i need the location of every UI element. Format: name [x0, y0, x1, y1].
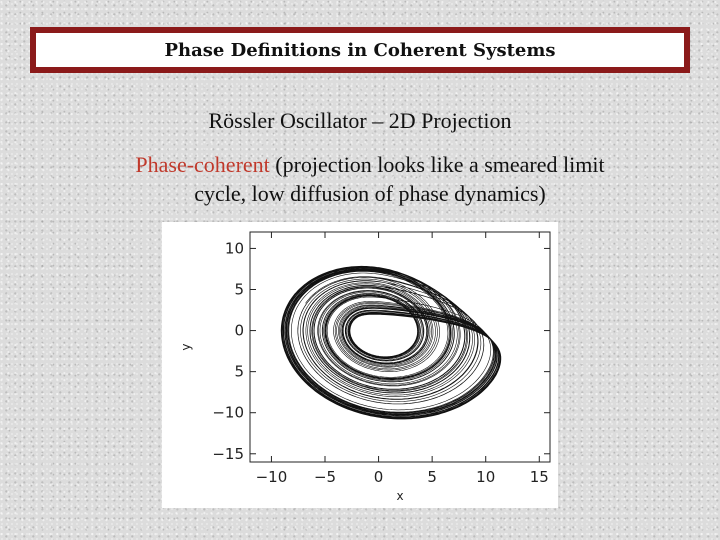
y-tick-label: −15 [212, 444, 244, 463]
x-axis-label: x [396, 489, 404, 503]
rossler-chart [162, 222, 558, 508]
x-tick-label: 10 [476, 468, 496, 486]
slide-subtitle: Rössler Oscillator – 2D Projection [208, 108, 512, 133]
y-axis-label: y [179, 343, 193, 351]
y-tick-label: −10 [212, 403, 244, 422]
x-tick-label: 15 [529, 468, 549, 486]
trajectory-layer [281, 266, 501, 419]
slide-title-frame [30, 27, 690, 73]
description-highlight: Phase-coherent [135, 152, 270, 177]
x-tick-label: 5 [427, 468, 437, 486]
trajectory-line [281, 266, 501, 419]
x-tick-label: −10 [255, 468, 288, 486]
slide-title-box [35, 32, 685, 68]
y-tick-label: 5 [234, 362, 244, 381]
y-tick-label: 5 [234, 280, 244, 299]
description-text: (projection looks like a smeared limit cycle, low diffusion of phase dynamics) [194, 152, 605, 206]
y-tick-label: 10 [224, 239, 244, 258]
slide-description [110, 150, 630, 208]
plot-frame [250, 232, 550, 462]
slide-title: Phase Definitions in Coherent Systems [164, 39, 556, 61]
x-tick-label: −5 [313, 468, 337, 486]
x-tick-label: 0 [373, 468, 384, 486]
phase-plot [162, 222, 558, 508]
y-tick-label: 0 [234, 321, 244, 340]
